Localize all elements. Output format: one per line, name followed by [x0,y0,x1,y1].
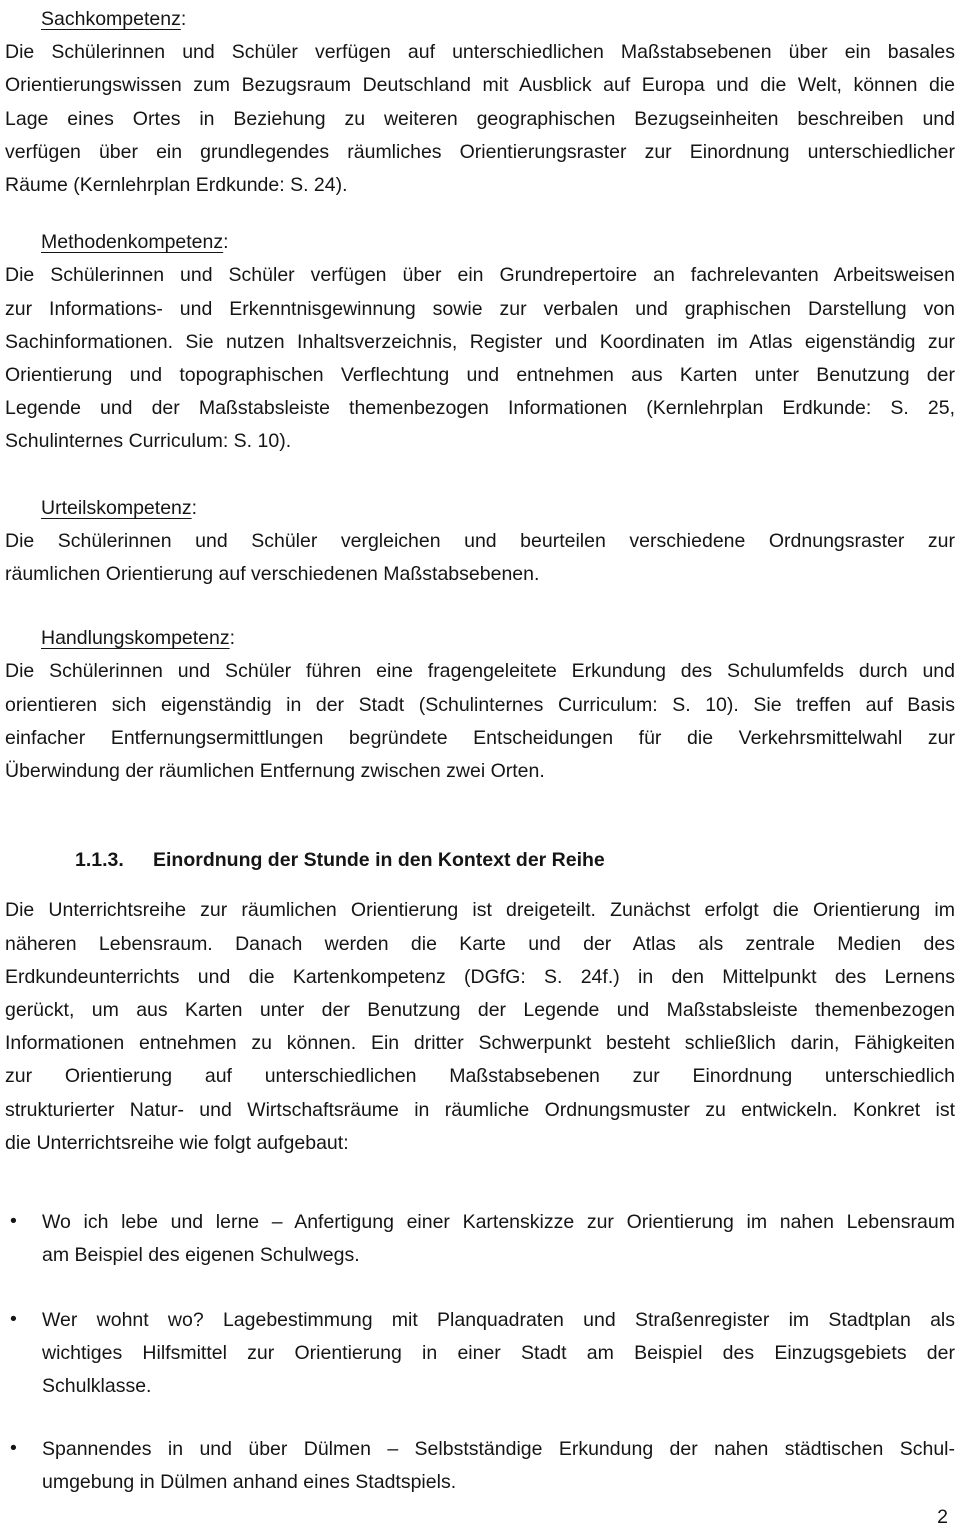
intro-paragraph: Die Unterrichtsreihe zur räumlichen Orientierung ist dreigeteilt. Zunächst erfolgt die Orientierung im näheren Lebensraum. Danach werden die Karte und der Atlas als zentrale Medien des Erdkundeunterrichts und die Kartenkompetenz (DGfG: S. 24f.) in den Mittelpunkt des Lernens gerückt, um aus Karten unter der Benutzung der Legende und Maßstabsleiste themenbezogen Informationen entnehmen zu können. Ein dritter Schwerpunkt besteht schließlich darin, Fähigkeiten zur Orientierung auf unterschiedlichen Maßstabsebenen zur Einordnung unterschiedlich strukturierter Natur- und Wirtschaftsräume in räumliche Ordnungsmuster zu entwickeln. Konkret ist die Unterrichtsreihe wie folgt aufgebaut: [5,899,955,1154]
section-heading-colon: : [229,627,236,650]
section-heading-colon: : [223,231,229,254]
paragraph: Die Schülerinnen und Schüler führen eine fragengeleitete Erkundung des Schulumfelds durch und orientieren sich eigenständig in der Stadt (Schulinternes Curriculum: S. 10). Sie treffen auf Basis einfacher Entfernungsermittlungen begründete Entscheidungen für die Verkehrsmittelwahl zur Überwindung der räumlichen Entfernung zwischen zwei Orten. [5,660,955,783]
heading-text: Einordnung der Stunde in den Kontext der Reihe [153,849,605,872]
section-heading-colon: : [191,496,198,519]
section-urteilskompetenz [5,492,955,592]
bullet-icon: • [10,1307,17,1330]
section-heading-label: Sachkompetenz [41,8,181,30]
page-number: 2 [937,1505,948,1528]
section-heading-label: Urteilskompetenz [41,496,192,519]
section-heading-colon: : [180,8,187,30]
list-item-text: Spannendes in und über Dülmen – Selbstständige Erkundung der nahen städtischen Schul- umgebung in Dülmen anhand eines Stadtspiels. [42,1438,955,1494]
section-heading-label: Methodenkompetenz [41,231,224,254]
list-item-text: Wer wohnt wo? Lagebestimmung mit Planquadraten und Straßenregister im Stadtplan als wichtiges Hilfsmittel zur Orientierung in einer Stadt am Beispiel des Einzugsgebiets der Schulklasse. [42,1308,955,1397]
list-item-text: Wo ich lebe und lerne – Anfertigung einer Kartenskizze zur Orientierung im nahen Lebensraum am Beispiel des eigenen Schulwegs. [42,1211,955,1267]
section-methodenkompetenz [5,226,955,458]
section-sachkompetenz [5,3,955,202]
section-heading [5,492,955,525]
list-item [5,1433,955,1499]
bullet-icon: • [10,1437,17,1460]
list-item [5,1304,955,1404]
heading-number: 1.1.3. [75,849,124,872]
paragraph: Die Schülerinnen und Schüler vergleichen und beurteilen verschiedene Ordnungsraster zur räumlichen Orientierung auf verschiedenen Maßstabsebenen. [5,529,955,586]
section-heading-label: Handlungskompetenz [41,627,230,650]
section-heading [5,226,955,259]
bullet-icon: • [10,1210,17,1233]
paragraph: Die Schülerinnen und Schüler verfügen auf unterschiedlichen Maßstabsebenen über ein basales Orientierungswissen zum Bezugsraum Deutschland mit Ausblick auf Europa und die Welt, können die Lage eines Ortes in Beziehung zu weiteren geographischen Bezugseinheiten beschreiben und verfügen über ein grundlegendes räumliches Orientierungsraster zur Einordnung unterschiedlicher Räume (Kernlehrplan Erdkunde: S. 24). [5,41,955,197]
section-handlungskompetenz [5,622,955,788]
section-heading [5,3,955,36]
paragraph: Die Schülerinnen und Schüler verfügen über ein Grundrepertoire an fachrelevanten Arbeitsweisen zur Informations- und Erkenntnisgewinnung sowie zur verbalen und graphischen Darstellung von Sachinformationen. Sie nutzen Inhaltsverzeichnis, Register und Koordinaten im Atlas eigenständig zur Orientierung und topographischen Verflechtung und entnehmen aus Karten unter Benutzung der Legende und der Maßstabsleiste themenbezogen Informationen (Kernlehrplan Erdkunde: S. 25, Schulinternes Curriculum: S. 10). [5,264,955,453]
list-item [5,1206,955,1272]
section-heading [5,622,955,655]
numbered-heading [5,844,955,877]
